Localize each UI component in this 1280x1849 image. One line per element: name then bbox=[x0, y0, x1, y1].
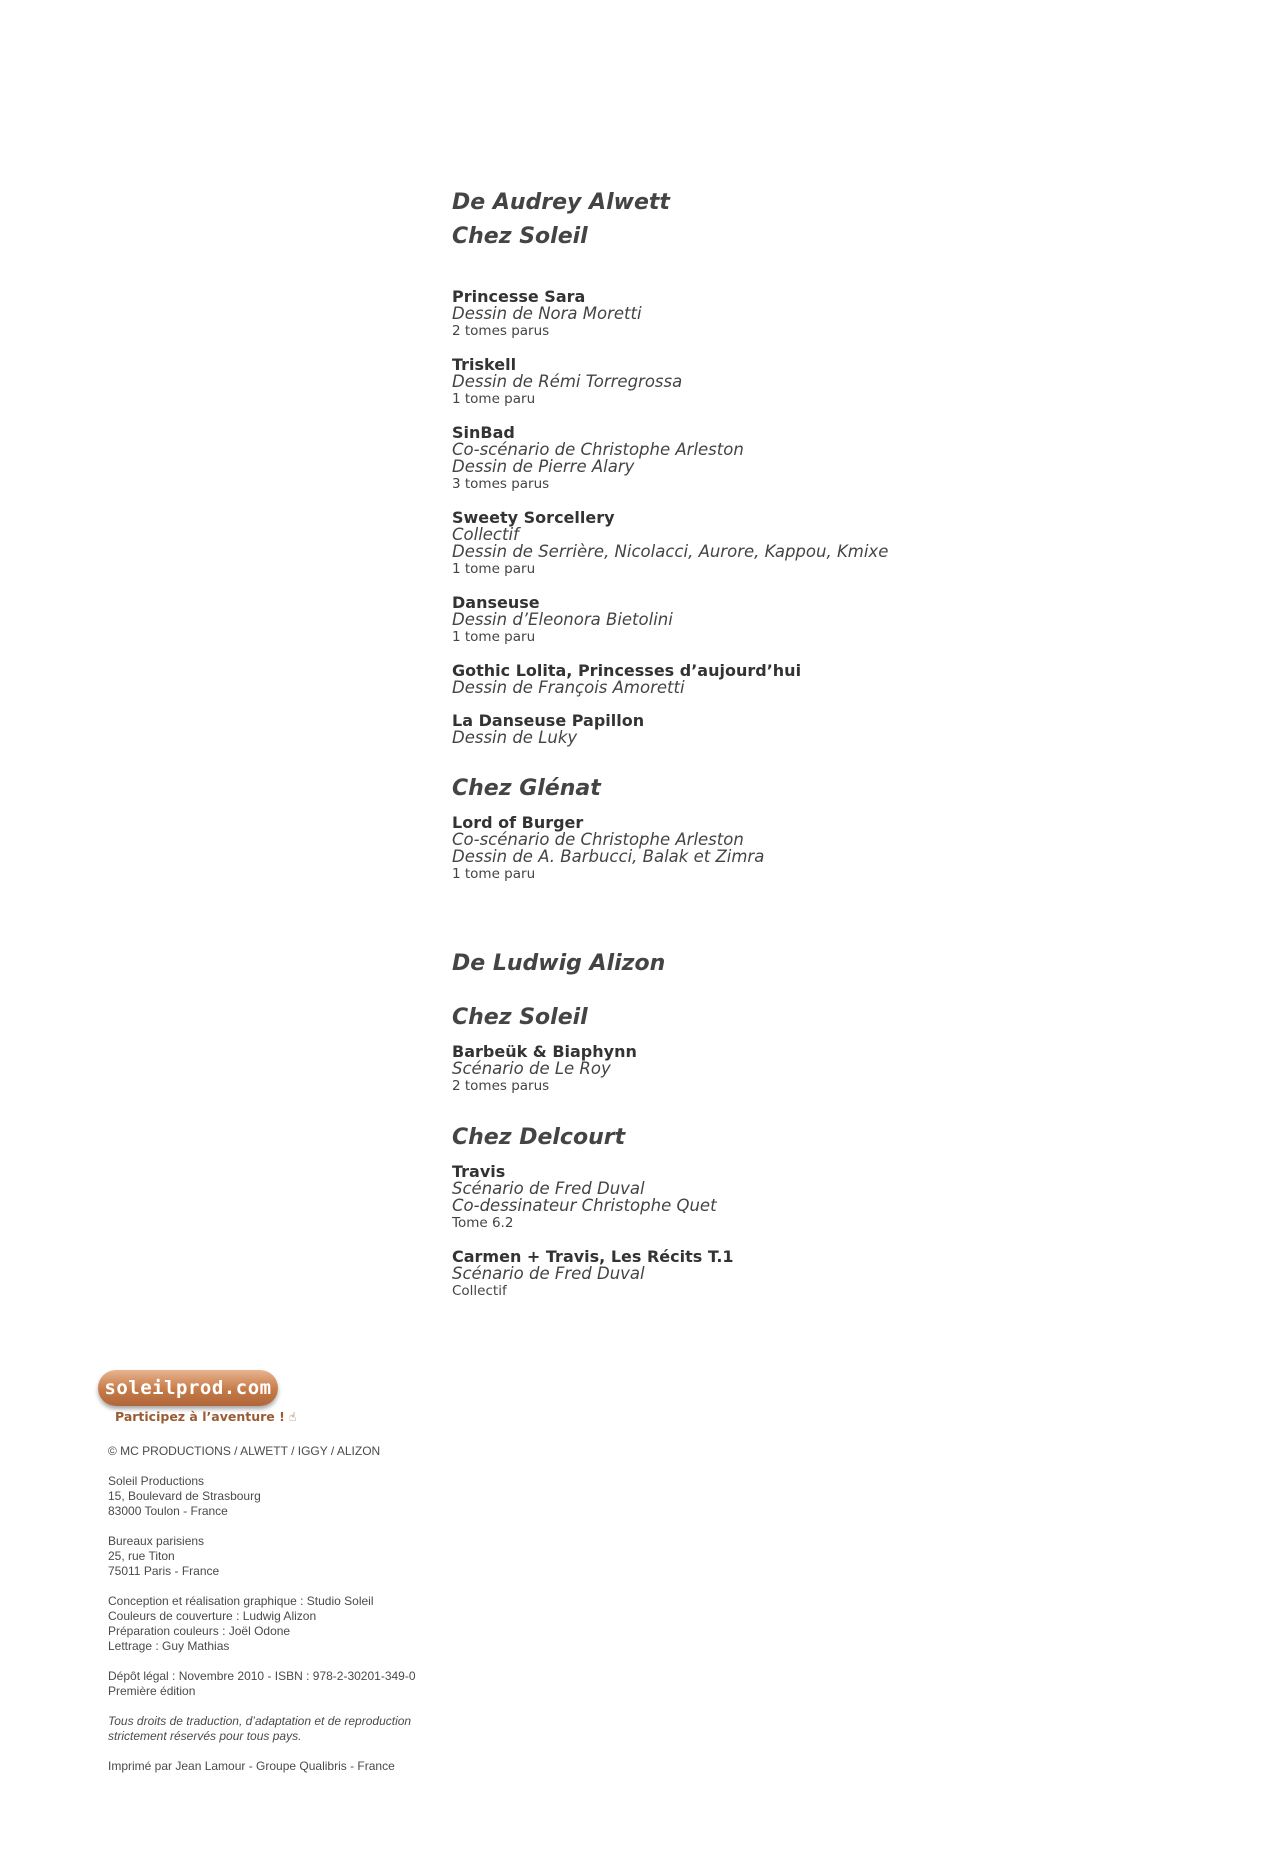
book-entry bbox=[452, 662, 1212, 696]
imprint-line: Première édition bbox=[108, 1684, 196, 1698]
book-title: Lord of Burger bbox=[452, 813, 584, 832]
book-title: Carmen + Travis, Les Récits T.1 bbox=[452, 1247, 734, 1266]
book-title: La Danseuse Papillon bbox=[452, 711, 645, 730]
imprint-line: Préparation couleurs : Joël Odone bbox=[108, 1624, 291, 1638]
book-tomes: 1 tome paru bbox=[452, 561, 536, 577]
publisher-address bbox=[108, 1474, 508, 1519]
printer-line: Imprimé par Jean Lamour - Groupe Qualibris - France bbox=[108, 1759, 395, 1773]
copyright: © MC PRODUCTIONS / ALWETT / IGGY / ALIZON bbox=[108, 1444, 381, 1458]
book-credit: Dessin d’Eleonora Bietolini bbox=[452, 610, 673, 629]
publisher-heading: Chez Glénat bbox=[452, 776, 601, 801]
book-title: Travis bbox=[452, 1162, 506, 1181]
publisher-heading: Chez Delcourt bbox=[452, 1125, 626, 1150]
book-tomes: 1 tome paru bbox=[452, 629, 536, 645]
paris-office bbox=[108, 1534, 508, 1579]
book-tomes: 2 tomes parus bbox=[452, 1078, 550, 1094]
book-credit: Dessin de Serrière, Nicolacci, Aurore, Kappou, Kmixe bbox=[452, 542, 889, 561]
book-credit: Scénario de Fred Duval bbox=[452, 1264, 645, 1283]
book-entry bbox=[452, 288, 1212, 340]
hand-icon: ☝ bbox=[288, 1409, 297, 1424]
author-heading: De Ludwig Alizon bbox=[452, 951, 666, 976]
book-entry bbox=[452, 1248, 1212, 1300]
book-credit: Co-scénario de Christophe Arleston bbox=[452, 830, 744, 849]
rights-notice bbox=[108, 1714, 508, 1744]
book-title: Sweety Sorcellery bbox=[452, 508, 615, 527]
book-entry bbox=[452, 1163, 1212, 1232]
book-entry bbox=[452, 814, 1212, 883]
book-tomes: 2 tomes parus bbox=[452, 323, 550, 339]
book-entry bbox=[452, 712, 1212, 746]
author-heading: De Audrey Alwett bbox=[452, 190, 670, 215]
imprint-line: Soleil Productions bbox=[108, 1474, 205, 1488]
production-credits bbox=[108, 1594, 508, 1654]
imprint bbox=[108, 1444, 508, 1774]
imprint-line: 15, Boulevard de Strasbourg bbox=[108, 1489, 261, 1503]
book-credit: Scénario de Fred Duval bbox=[452, 1179, 645, 1198]
book-entry bbox=[452, 594, 1212, 646]
book-title: Barbeük & Biaphynn bbox=[452, 1042, 637, 1061]
book-credit: Dessin de François Amoretti bbox=[452, 678, 685, 697]
imprint-line: Conception et réalisation graphique : Studio Soleil bbox=[108, 1594, 374, 1608]
book-tomes: 1 tome paru bbox=[452, 866, 536, 882]
book-credit: Dessin de Rémi Torregrossa bbox=[452, 372, 683, 391]
soleilprod-logo bbox=[98, 1370, 296, 1424]
book-entry bbox=[452, 1043, 1212, 1095]
bibliography bbox=[452, 188, 1212, 1300]
book-credit: Dessin de Luky bbox=[452, 728, 578, 747]
book-tomes: 3 tomes parus bbox=[452, 476, 550, 492]
legal-deposit bbox=[108, 1669, 508, 1699]
book-title: Princesse Sara bbox=[452, 287, 586, 306]
book-title: Triskell bbox=[452, 355, 517, 374]
logo-tagline-text: Participez à l’aventure ! bbox=[115, 1409, 285, 1424]
imprint-line: strictement réservés pour tous pays. bbox=[108, 1729, 302, 1743]
book-title: Danseuse bbox=[452, 593, 540, 612]
book-tomes: Collectif bbox=[452, 1283, 507, 1299]
book-credit: Collectif bbox=[452, 525, 519, 544]
logo-site-name: soleilprod.com bbox=[98, 1370, 278, 1406]
book-credit: Co-dessinateur Christophe Quet bbox=[452, 1196, 717, 1215]
imprint-line: Tous droits de traduction, d’adaptation et de reproduction bbox=[108, 1714, 412, 1728]
imprint-line: Lettrage : Guy Mathias bbox=[108, 1639, 230, 1653]
book-entry bbox=[452, 509, 1212, 578]
book-credit: Dessin de A. Barbucci, Balak et Zimra bbox=[452, 847, 765, 866]
book-tomes: Tome 6.2 bbox=[452, 1215, 514, 1231]
book-entry bbox=[452, 424, 1212, 493]
imprint-line: Bureaux parisiens bbox=[108, 1534, 205, 1548]
book-title: SinBad bbox=[452, 423, 515, 442]
logo-tagline bbox=[115, 1409, 296, 1424]
publisher-heading: Chez Soleil bbox=[452, 224, 588, 249]
imprint-line: 75011 Paris - France bbox=[108, 1564, 220, 1578]
imprint-line: Couleurs de couverture : Ludwig Alizon bbox=[108, 1609, 317, 1623]
imprint-line: Dépôt légal : Novembre 2010 - ISBN : 978-2-30201-349-0 bbox=[108, 1669, 416, 1683]
book-title: Gothic Lolita, Princesses d’aujourd’hui bbox=[452, 661, 802, 680]
imprint-line: 83000 Toulon - France bbox=[108, 1504, 228, 1518]
book-entry bbox=[452, 356, 1212, 408]
book-credit: Scénario de Le Roy bbox=[452, 1059, 611, 1078]
book-tomes: 1 tome paru bbox=[452, 391, 536, 407]
book-credit: Dessin de Nora Moretti bbox=[452, 304, 642, 323]
publisher-heading: Chez Soleil bbox=[452, 1005, 588, 1030]
book-credit: Dessin de Pierre Alary bbox=[452, 457, 635, 476]
book-credit: Co-scénario de Christophe Arleston bbox=[452, 440, 744, 459]
imprint-line: 25, rue Titon bbox=[108, 1549, 175, 1563]
